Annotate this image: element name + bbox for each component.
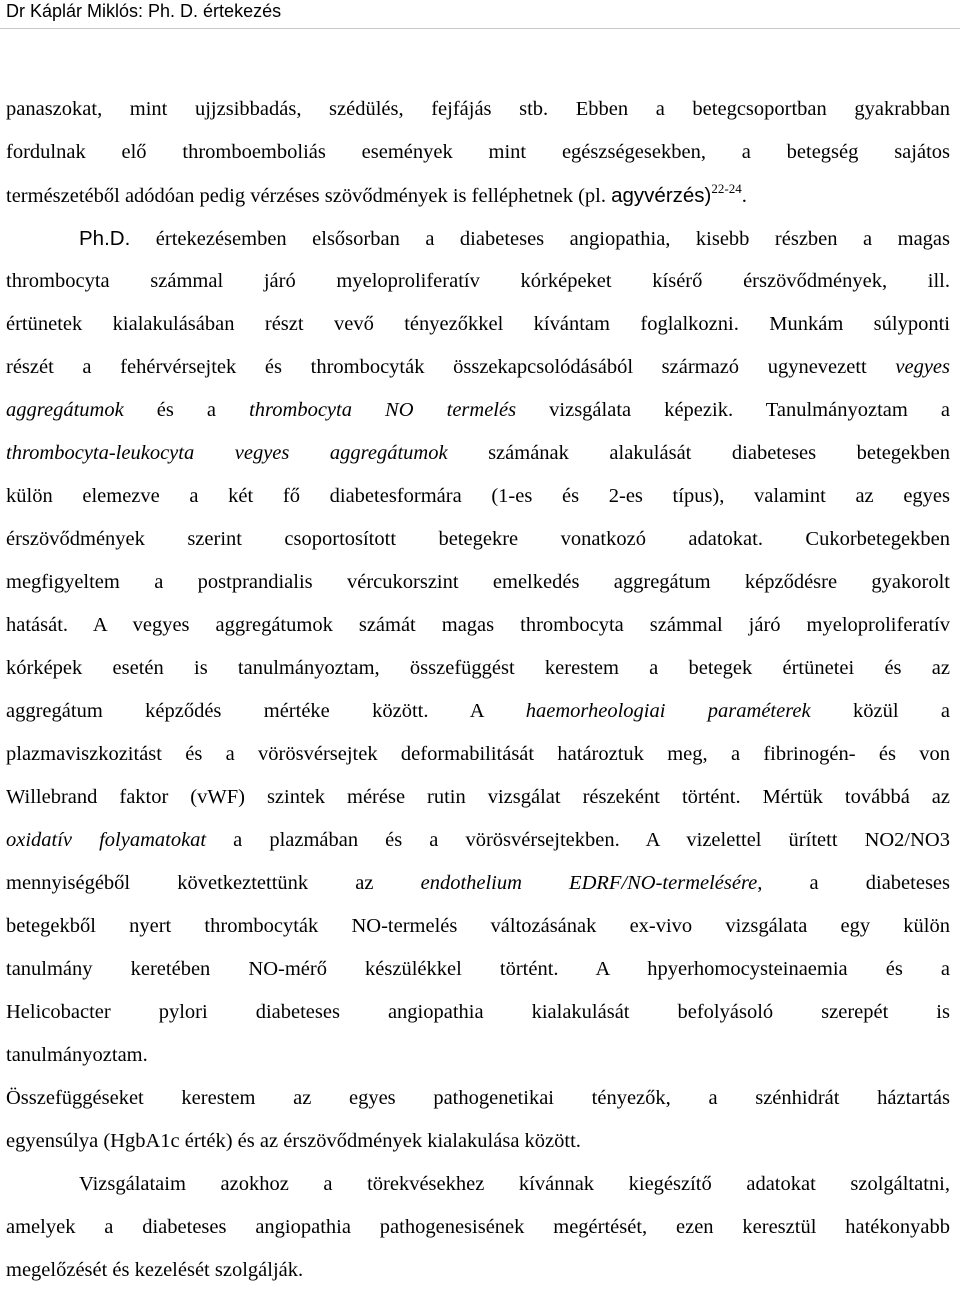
text-line: amelyek a diabeteses angiopathia pathogenesisének megértését, ezen keresztül hatékonyabb — [6, 1216, 950, 1238]
text-line: értünetek kialakulásában részt vevő tényezőkkel kívántam foglalkozni. Munkám súlyponti — [6, 313, 950, 335]
paragraph-4 — [6, 1163, 950, 1292]
header-title: Dr Káplár Miklós: Ph. D. értekezés — [6, 1, 282, 21]
text-line: fordulnak elő thromboemboliás események mint egészségesekben, a betegség sajátos — [6, 141, 950, 163]
text-line: Vizsgálataim azokhoz a törekvésekhez kívánnak kiegészítő adatokat szolgáltatni, — [79, 1173, 950, 1195]
text-line: Helicobacter pylori diabeteses angiopathia kialakulását befolyásoló szerepét is — [6, 1001, 950, 1023]
document-body — [6, 88, 950, 1292]
text-line: megfigyeltem a postprandialis vércukorszint emelkedés aggregátum képződésre gyakorolt — [6, 571, 950, 593]
text-line: oxidatív folyamatokat a plazmában és a vörösvérsejtekben. A vizelettel ürített NO2/NO3 — [6, 829, 950, 851]
citation-ref: 22-24 — [711, 181, 742, 196]
text-line: aggregátum képződés mértéke között. A haemorheologiai paraméterek közül a — [6, 700, 950, 722]
highlight-text: agyvérzés) — [611, 184, 712, 207]
text-line: természetéből adódóan pedig vérzéses szövődmények is felléphetnek (pl. agyvérzés)$^{22-24}$. — [6, 181, 747, 207]
text-line: thrombocyta-leukocyta vegyes aggregátumok számának alakulását diabeteses betegekben — [6, 442, 950, 464]
text-line: thrombocyta számmal járó myeloproliferatív kórképeket kísérő érszövődmények, ill. — [6, 270, 950, 292]
text-line: megelőzését és kezelését szolgálják. — [6, 1259, 304, 1281]
text-line: Ph.D. értekezésemben elsősorban a diabeteses angiopathia, kisebb részben a magas — [79, 227, 950, 250]
page-header — [6, 0, 281, 22]
text-line: tanulmányoztam. — [6, 1044, 148, 1066]
text-line: plazmaviszkozitást és a vörösvérsejtek deformabilitását határoztuk meg, a fibrinogén- és von — [6, 743, 950, 765]
text-line: érszövődmények szerint csoportosított betegekre vonatkozó adatokat. Cukorbetegekben — [6, 528, 950, 550]
text-line: egyensúlya (HgbA1c érték) és az érszövődmények kialakulása között. — [6, 1130, 581, 1152]
text-line: panaszokat, mint ujjzsibbadás, szédülés, fejfájás stb. Ebben a betegcsoportban gyakrabban — [6, 98, 950, 120]
text-line: betegekből nyert thrombocyták NO-termelés változásának ex-vivo vizsgálata egy külön — [6, 915, 950, 937]
paragraph-3 — [6, 1077, 950, 1163]
text-line: mennyiségéből következtettünk az endothelium EDRF/NO-termelésére, a diabeteses — [6, 872, 950, 894]
text-line: hatását. A vegyes aggregátumok számát magas thrombocyta számmal járó myeloproliferatív — [6, 614, 950, 636]
text-line: Willebrand faktor (vWF) szintek mérése rutin vizsgálat részeként történt. Mértük továbbá az — [6, 786, 950, 808]
text-line: kórképek esetén is tanulmányoztam, összefüggést kerestem a betegek értünetei és az — [6, 657, 950, 679]
degree-label: Ph.D. — [79, 227, 131, 250]
text-line: tanulmány keretében NO-mérő készülékkel történt. A hpyerhomocysteinaemia és a — [6, 958, 950, 980]
text-line: aggregátumok és a thrombocyta NO termelés vizsgálata képezik. Tanulmányoztam a — [6, 399, 950, 421]
header-divider — [0, 28, 960, 29]
paragraph-2 — [6, 217, 950, 1077]
paragraph-1 — [6, 88, 950, 217]
text-line: részét a fehérvérsejtek és thrombocyták összekapcsolódásából származó ugynevezett vegyes — [6, 356, 950, 378]
text-line: Összefüggéseket kerestem az egyes pathogenetikai tényezők, a szénhidrát háztartás — [6, 1087, 950, 1109]
text-line: külön elemezve a két fő diabetesformára (1-es és 2-es típus), valamint az egyes — [6, 485, 950, 507]
